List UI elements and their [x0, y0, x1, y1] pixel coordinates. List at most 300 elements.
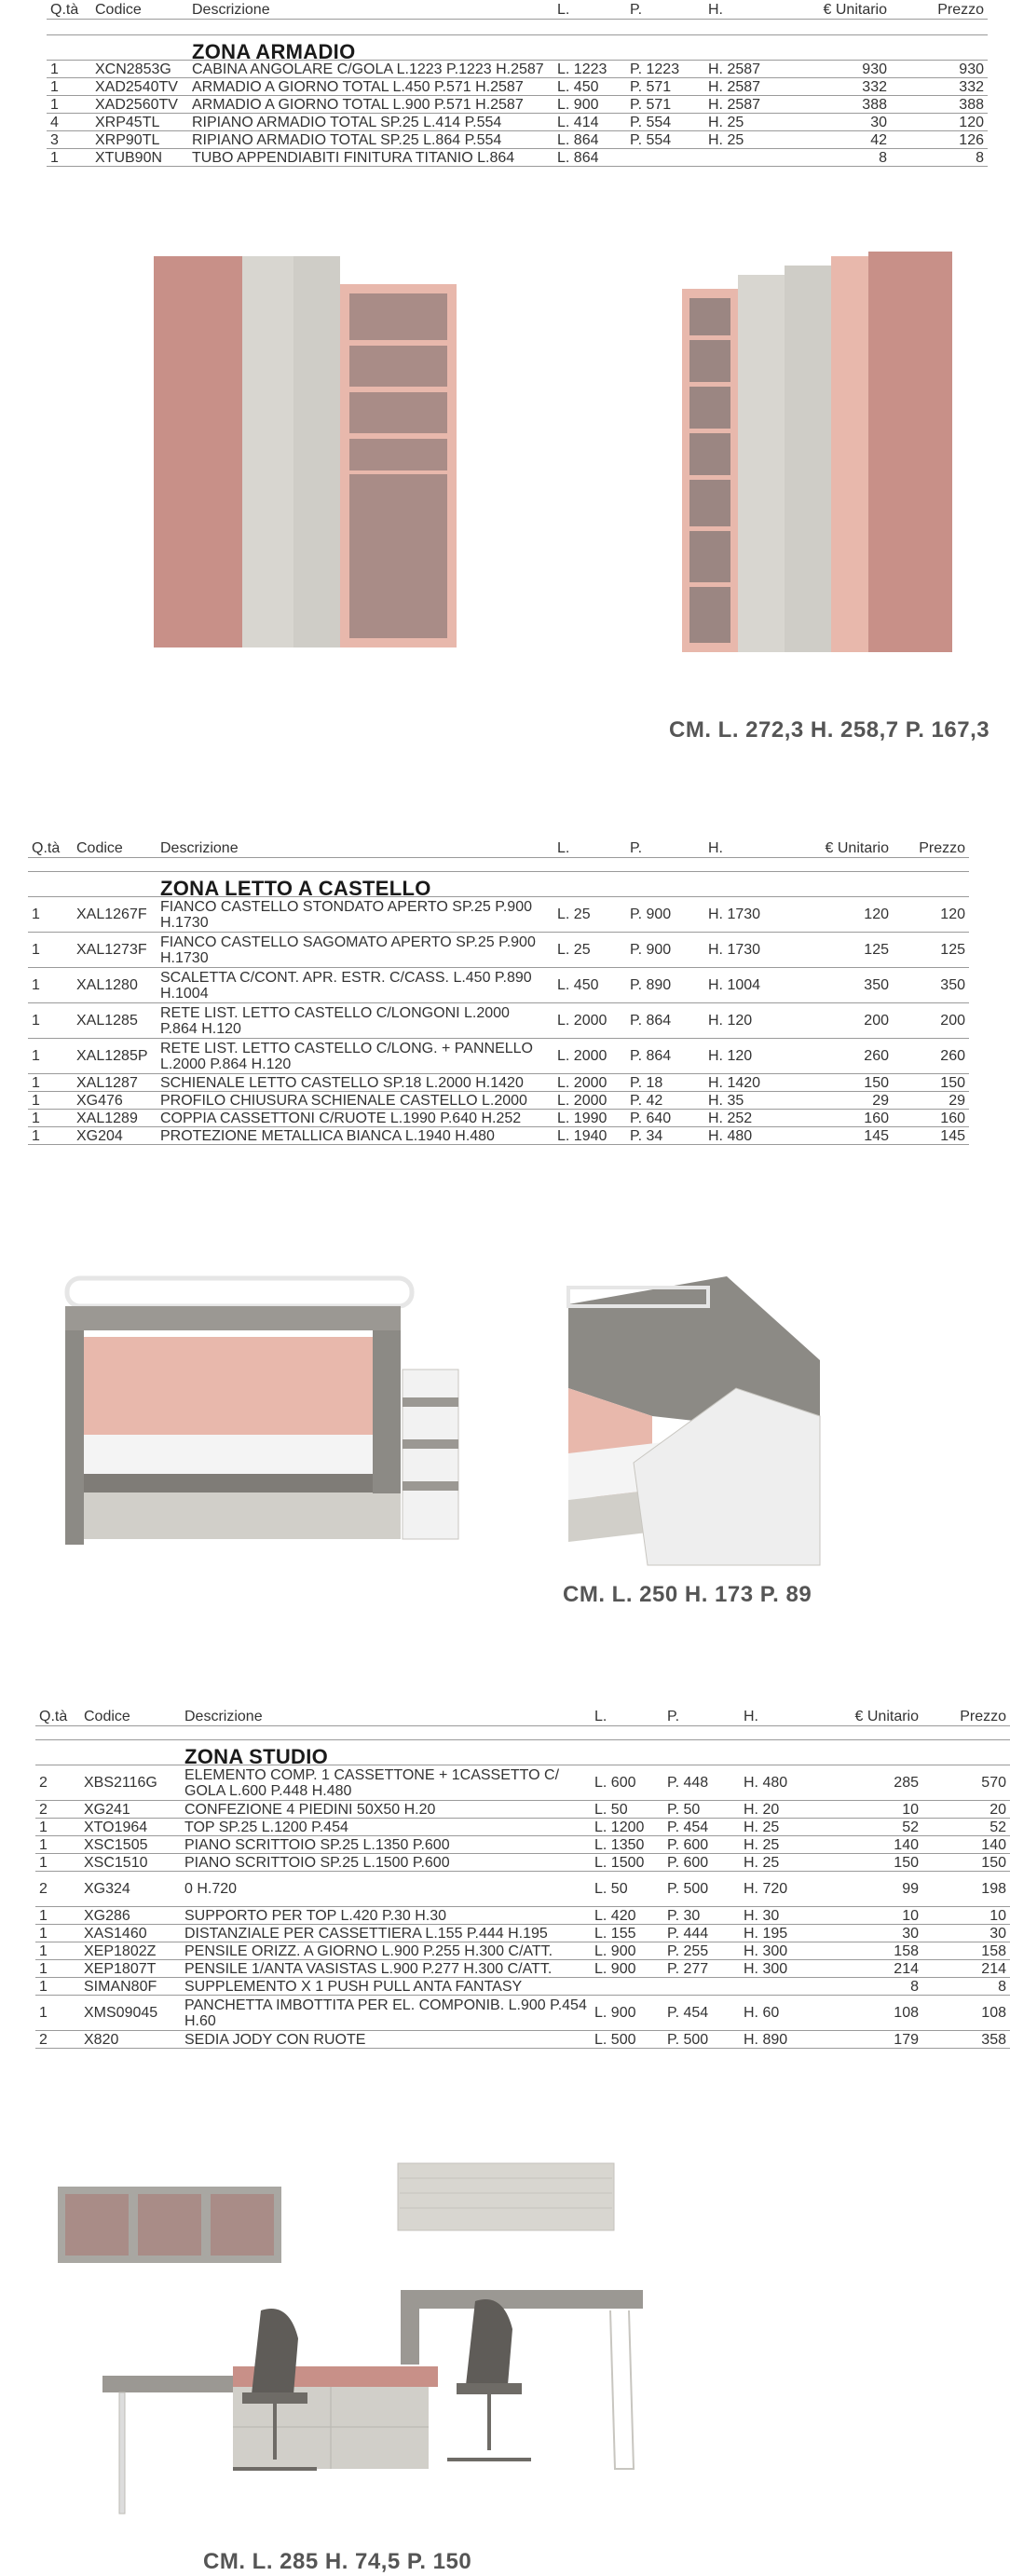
cell-code: XG286 [80, 1907, 181, 1925]
cell-h: H. 890 [740, 2031, 829, 2049]
cell-l: L. 1990 [553, 1110, 626, 1127]
table-row [47, 61, 988, 78]
col-unit: € Unitario [794, 838, 893, 858]
cell-l: L. 864 [553, 149, 626, 167]
table-row [47, 78, 988, 96]
cell-h [740, 1978, 829, 1996]
zone-row [28, 872, 969, 897]
cell-p: P. 454 [663, 1996, 740, 2031]
cell-code: XTO1964 [80, 1819, 181, 1836]
cell-code: XMS09045 [80, 1996, 181, 2031]
cell-unit: 52 [829, 1819, 922, 1836]
cell-desc: ARMADIO A GIORNO TOTAL L.900 P.571 H.2587 [188, 96, 553, 114]
zone-title-castello: ZONA LETTO A CASTELLO [157, 872, 969, 897]
cell-price: 125 [893, 933, 969, 968]
cell-p: P. 30 [663, 1907, 740, 1925]
door-panel [785, 266, 831, 652]
cell-desc: PROTEZIONE METALLICA BIANCA L.1940 H.480 [157, 1127, 553, 1145]
cell-unit: 99 [829, 1872, 922, 1907]
cell-code: XAL1267F [73, 897, 157, 933]
cell-code: XAL1273F [73, 933, 157, 968]
cell-p: P. 900 [626, 897, 704, 933]
table-row [47, 131, 988, 149]
cell-h: H. 1420 [704, 1074, 794, 1092]
cell-desc: PIANO SCRITTOIO SP.25 L.1350 P.600 [181, 1836, 591, 1854]
cell-h: H. 25 [740, 1854, 829, 1872]
col-code: Codice [80, 1707, 181, 1726]
cell-p: P. 640 [626, 1110, 704, 1127]
table-row [35, 1960, 1010, 1978]
cell-h: H. 300 [740, 1942, 829, 1960]
cell-l: L. 1940 [553, 1127, 626, 1145]
cell-h: H. 60 [740, 1996, 829, 2031]
cell-unit: 150 [829, 1854, 922, 1872]
drawers [84, 1492, 401, 1539]
cell-code: XG204 [73, 1127, 157, 1145]
cell-price: 388 [891, 96, 988, 114]
cell-l: L. 1200 [591, 1819, 663, 1836]
castello-image-front [47, 1267, 466, 1574]
cell-desc: ARMADIO A GIORNO TOTAL L.450 P.571 H.2587 [188, 78, 553, 96]
armadio-header-row [47, 0, 988, 20]
cell-l: L. 25 [553, 897, 626, 933]
cell-q: 1 [35, 1819, 80, 1836]
col-desc: Descrizione [157, 838, 553, 858]
cell-p: P. 18 [626, 1074, 704, 1092]
cell-price: 570 [922, 1765, 1010, 1801]
cell-p: P. 554 [626, 131, 704, 149]
side-panel [154, 256, 242, 647]
cell-desc: FIANCO CASTELLO STONDATO APERTO SP.25 P.900 H.1730 [157, 897, 553, 933]
armadio-image-front [140, 233, 494, 671]
cell-price: 214 [922, 1960, 1010, 1978]
table-row [28, 1003, 969, 1039]
cell-desc: SUPPORTO PER TOP L.420 P.30 H.30 [181, 1907, 591, 1925]
cell-p: P. 1223 [626, 61, 704, 78]
shelving-inside [689, 298, 730, 643]
cell-q: 1 [28, 1110, 73, 1127]
door-panel [738, 275, 785, 652]
table-row [28, 1092, 969, 1110]
cell-code: XAD2560TV [91, 96, 188, 114]
table-row [47, 149, 988, 167]
cell-code: XSC1510 [80, 1854, 181, 1872]
cell-p: P. 600 [663, 1854, 740, 1872]
cell-q: 1 [35, 1836, 80, 1854]
cell-desc: RIPIANO ARMADIO TOTAL SP.25 L.414 P.554 [188, 114, 553, 131]
cell-h: H. 1730 [704, 933, 794, 968]
cell-price: 350 [893, 968, 969, 1003]
cell-q: 1 [47, 149, 91, 167]
cell-h: H. 720 [740, 1872, 829, 1907]
cell-q: 3 [47, 131, 91, 149]
table-row [28, 1110, 969, 1127]
cell-h: H. 252 [704, 1110, 794, 1127]
cell-price: 108 [922, 1996, 1010, 2031]
cell-unit: 140 [829, 1836, 922, 1854]
cell-l: L. 414 [553, 114, 626, 131]
cell-code: XSC1505 [80, 1836, 181, 1854]
cell-h: H. 25 [740, 1819, 829, 1836]
cell-l: L. 1500 [591, 1854, 663, 1872]
cell-desc: CONFEZIONE 4 PIEDINI 50X50 H.20 [181, 1801, 591, 1819]
cell-p: P. 34 [626, 1127, 704, 1145]
studio-dimensions: CM. L. 285 H. 74,5 P. 150 [203, 2549, 472, 2574]
chair [252, 2309, 298, 2394]
bed-frame [84, 1474, 382, 1492]
cell-l [591, 1978, 663, 1996]
cell-unit: 29 [794, 1092, 893, 1110]
col-qty: Q.tà [47, 0, 91, 20]
cell-l: L. 900 [591, 1960, 663, 1978]
cell-h: H. 300 [740, 1960, 829, 1978]
cell-unit: 158 [829, 1942, 922, 1960]
table-row [28, 968, 969, 1003]
cell-price: 200 [893, 1003, 969, 1039]
castello-dimensions: CM. L. 250 H. 173 P. 89 [563, 1582, 812, 1607]
cell-code: XCN2853G [91, 61, 188, 78]
cell-desc: DISTANZIALE PER CASSETTIERA L.155 P.444 H.195 [181, 1925, 591, 1942]
table-row [35, 1765, 1010, 1801]
cell-code: XBS2116G [80, 1765, 181, 1801]
cell-p [626, 149, 704, 167]
cell-p: P. 900 [626, 933, 704, 968]
table-row [28, 1127, 969, 1145]
zone-row [35, 1740, 1010, 1765]
desk-leg [119, 2392, 125, 2514]
cell-desc: 0 H.720 [181, 1872, 591, 1907]
wall-cabinet [398, 2163, 614, 2230]
cell-price: 150 [893, 1074, 969, 1092]
cell-unit: 160 [794, 1110, 893, 1127]
side-panel [868, 252, 952, 652]
cell-desc: FIANCO CASTELLO SAGOMATO APERTO SP.25 P.900 H.1730 [157, 933, 553, 968]
cell-code: SIMAN80F [80, 1978, 181, 1996]
col-p: P. [626, 838, 704, 858]
top-bed [65, 1306, 401, 1330]
cell-unit: 42 [786, 131, 891, 149]
cell-q: 1 [28, 968, 73, 1003]
cell-price: 332 [891, 78, 988, 96]
cell-p: P. 277 [663, 1960, 740, 1978]
cell-l: L. 900 [591, 1996, 663, 2031]
table-row [35, 2031, 1010, 2049]
cell-h: H. 2587 [704, 61, 786, 78]
cell-h: H. 20 [740, 1801, 829, 1819]
cell-h: H. 1004 [704, 968, 794, 1003]
table-row [47, 114, 988, 131]
cell-price: 260 [893, 1039, 969, 1074]
cell-unit: 285 [829, 1765, 922, 1801]
table-row [35, 1925, 1010, 1942]
table-row [47, 96, 988, 114]
table-row [35, 1942, 1010, 1960]
cell-unit: 108 [829, 1996, 922, 2031]
cell-desc: SCHIENALE LETTO CASTELLO SP.18 L.2000 H.1420 [157, 1074, 553, 1092]
cell-l: L. 900 [553, 96, 626, 114]
cell-l: L. 450 [553, 968, 626, 1003]
cell-q: 1 [47, 78, 91, 96]
cell-q: 1 [28, 897, 73, 933]
castello-image-side [559, 1276, 829, 1574]
desk-top [401, 2290, 643, 2309]
cell-desc: CABINA ANGOLARE C/GOLA L.1223 P.1223 H.2587 [188, 61, 553, 78]
cell-p [663, 1978, 740, 1996]
cell-unit: 8 [829, 1978, 922, 1996]
cell-price: 930 [891, 61, 988, 78]
table-row [35, 1819, 1010, 1836]
cell-l: L. 2000 [553, 1074, 626, 1092]
cell-code: XRP45TL [91, 114, 188, 131]
cell-q: 1 [47, 96, 91, 114]
cell-code: X820 [80, 2031, 181, 2049]
cell-price: 120 [891, 114, 988, 131]
cell-desc: SEDIA JODY CON RUOTE [181, 2031, 591, 2049]
cell-h: H. 120 [704, 1003, 794, 1039]
safety-rail [67, 1278, 412, 1306]
table-row [35, 1978, 1010, 1996]
cell-price: 358 [922, 2031, 1010, 2049]
table-row [28, 1074, 969, 1092]
cell-price: 10 [922, 1907, 1010, 1925]
cell-p: P. 571 [626, 78, 704, 96]
cell-unit: 125 [794, 933, 893, 968]
zone-title-studio: ZONA STUDIO [181, 1740, 1010, 1765]
cell-price: 52 [922, 1819, 1010, 1836]
cell-p: P. 255 [663, 1942, 740, 1960]
table-row [28, 933, 969, 968]
cell-price: 120 [893, 897, 969, 933]
col-price: Prezzo [891, 0, 988, 20]
cell-code: XAL1289 [73, 1110, 157, 1127]
cell-code: XAL1280 [73, 968, 157, 1003]
cell-unit: 10 [829, 1801, 922, 1819]
open-shelves [831, 256, 868, 652]
col-h: H. [704, 0, 786, 20]
cell-l: L. 600 [591, 1765, 663, 1801]
cell-desc: PIANO SCRITTOIO SP.25 L.1500 P.600 [181, 1854, 591, 1872]
col-code: Codice [73, 838, 157, 858]
cell-p: P. 50 [663, 1801, 740, 1819]
cell-code: XAS1460 [80, 1925, 181, 1942]
armadio-image-side [671, 233, 969, 671]
studio-header-row [35, 1707, 1010, 1726]
cell-q: 2 [35, 1765, 80, 1801]
cell-q: 1 [47, 61, 91, 78]
cell-q: 2 [35, 1801, 80, 1819]
armadio-table [47, 0, 988, 167]
studio-cabinet-image [396, 2161, 620, 2236]
cell-h: H. 1730 [704, 897, 794, 933]
cell-p: P. 454 [663, 1819, 740, 1836]
col-l: L. [553, 0, 626, 20]
cell-q: 1 [28, 1092, 73, 1110]
table-row [28, 1039, 969, 1074]
cell-p: P. 42 [626, 1092, 704, 1110]
cell-price: 160 [893, 1110, 969, 1127]
col-desc: Descrizione [181, 1707, 591, 1726]
cell-price: 145 [893, 1127, 969, 1145]
cell-desc: PENSILE ORIZZ. A GIORNO L.900 P.255 H.300 C/ATT. [181, 1942, 591, 1960]
cell-desc: COPPIA CASSETTONI C/RUOTE L.1990 P.640 H.252 [157, 1110, 553, 1127]
table-row [35, 1907, 1010, 1925]
cell-unit: 30 [829, 1925, 922, 1942]
cell-unit: 145 [794, 1127, 893, 1145]
cell-p: P. 500 [663, 1872, 740, 1907]
cell-price: 8 [891, 149, 988, 167]
table-row [35, 1854, 1010, 1872]
cell-unit: 30 [786, 114, 891, 131]
cell-q: 1 [28, 1039, 73, 1074]
cell-h: H. 30 [740, 1907, 829, 1925]
cell-p: P. 864 [626, 1039, 704, 1074]
cell-l: L. 2000 [553, 1003, 626, 1039]
cell-unit: 930 [786, 61, 891, 78]
bed-side [373, 1330, 401, 1493]
chair [466, 2299, 512, 2385]
armadio-dimensions: CM. L. 272,3 H. 258,7 P. 167,3 [669, 717, 990, 743]
col-p: P. [626, 0, 704, 20]
cell-desc: RIPIANO ARMADIO TOTAL SP.25 L.864 P.554 [188, 131, 553, 149]
door-panel [242, 256, 293, 647]
cell-q: 1 [28, 1127, 73, 1145]
cell-code: XAL1287 [73, 1074, 157, 1092]
cell-h: H. 2587 [704, 78, 786, 96]
cell-p: P. 448 [663, 1765, 740, 1801]
cell-q: 2 [35, 2031, 80, 2049]
col-price: Prezzo [922, 1707, 1010, 1726]
cell-unit: 388 [786, 96, 891, 114]
table-row [35, 1801, 1010, 1819]
cell-l: L. 155 [591, 1925, 663, 1942]
col-unit: € Unitario [829, 1707, 922, 1726]
cell-price: 140 [922, 1836, 1010, 1854]
cell-h: H. 2587 [704, 96, 786, 114]
cell-code: XAD2540TV [91, 78, 188, 96]
door-panel [293, 256, 340, 647]
cell-h: H. 480 [740, 1765, 829, 1801]
zone-title-armadio: ZONA ARMADIO [188, 35, 988, 61]
cell-q: 1 [35, 1978, 80, 1996]
cell-p: P. 554 [626, 114, 704, 131]
cell-l: L. 500 [591, 2031, 663, 2049]
cell-h: H. 25 [740, 1836, 829, 1854]
studio-shelf-image [56, 2185, 289, 2269]
cell-desc: TOP SP.25 L.1200 P.454 [181, 1819, 591, 1836]
cell-code: XAL1285 [73, 1003, 157, 1039]
mattress [84, 1435, 382, 1474]
cell-q: 1 [35, 1925, 80, 1942]
cell-q: 1 [35, 1996, 80, 2031]
cell-h: H. 25 [704, 114, 786, 131]
col-l: L. [553, 838, 626, 858]
studio-table [35, 1707, 1010, 2049]
cell-q: 2 [35, 1872, 80, 1907]
col-h: H. [740, 1707, 829, 1726]
table-row [35, 1996, 1010, 2031]
cell-l: L. 1223 [553, 61, 626, 78]
cell-unit: 332 [786, 78, 891, 96]
cell-h: H. 120 [704, 1039, 794, 1074]
cell-code: XG241 [80, 1801, 181, 1819]
cell-price: 29 [893, 1092, 969, 1110]
cell-p: P. 890 [626, 968, 704, 1003]
cell-price: 20 [922, 1801, 1010, 1819]
cell-h: H. 195 [740, 1925, 829, 1942]
cell-p: P. 571 [626, 96, 704, 114]
studio-desk-image [93, 2283, 652, 2543]
cell-q: 1 [28, 1074, 73, 1092]
cell-l: L. 25 [553, 933, 626, 968]
cell-unit: 214 [829, 1960, 922, 1978]
cell-code: XAL1285P [73, 1039, 157, 1074]
table-row [35, 1872, 1010, 1907]
cell-l: L. 2000 [553, 1039, 626, 1074]
cell-unit: 10 [829, 1907, 922, 1925]
col-l: L. [591, 1707, 663, 1726]
cell-code: XRP90TL [91, 131, 188, 149]
cell-l: L. 450 [553, 78, 626, 96]
table-row [35, 1836, 1010, 1854]
cell-unit: 8 [786, 149, 891, 167]
cell-desc: RETE LIST. LETTO CASTELLO C/LONG. + PANNELLO L.2000 P.864 H.120 [157, 1039, 553, 1074]
cell-l: L. 420 [591, 1907, 663, 1925]
cell-desc: RETE LIST. LETTO CASTELLO C/LONGONI L.2000 P.864 H.120 [157, 1003, 553, 1039]
col-desc: Descrizione [188, 0, 553, 20]
cell-desc: PANCHETTA IMBOTTITA PER EL. COMPONIB. L.900 P.454 H.60 [181, 1996, 591, 2031]
col-code: Codice [91, 0, 188, 20]
cell-q: 1 [35, 1854, 80, 1872]
cell-unit: 179 [829, 2031, 922, 2049]
cell-p: P. 600 [663, 1836, 740, 1854]
cell-h: H. 25 [704, 131, 786, 149]
cell-q: 4 [47, 114, 91, 131]
castello-table [28, 838, 969, 1145]
cell-code: XEP1807T [80, 1960, 181, 1978]
cell-l: L. 50 [591, 1801, 663, 1819]
cell-l: L. 864 [553, 131, 626, 149]
cell-desc: TUBO APPENDIABITI FINITURA TITANIO L.864 [188, 149, 553, 167]
cell-unit: 260 [794, 1039, 893, 1074]
cell-price: 8 [922, 1978, 1010, 1996]
cell-h: H. 35 [704, 1092, 794, 1110]
cell-p: P. 500 [663, 2031, 740, 2049]
col-h: H. [704, 838, 794, 858]
cell-code: XG324 [80, 1872, 181, 1907]
cell-desc: SCALETTA C/CONT. APR. ESTR. C/CASS. L.450 P.890 H.1004 [157, 968, 553, 1003]
cell-desc: SUPPLEMENTO X 1 PUSH PULL ANTA FANTASY [181, 1978, 591, 1996]
cell-code: XG476 [73, 1092, 157, 1110]
cell-p: P. 444 [663, 1925, 740, 1942]
cell-q: 1 [35, 1907, 80, 1925]
cell-code: XEP1802Z [80, 1942, 181, 1960]
cell-q: 1 [35, 1960, 80, 1978]
cell-h: H. 480 [704, 1127, 794, 1145]
cell-code: XTUB90N [91, 149, 188, 167]
cell-unit: 200 [794, 1003, 893, 1039]
col-p: P. [663, 1707, 740, 1726]
cell-price: 126 [891, 131, 988, 149]
cell-unit: 150 [794, 1074, 893, 1092]
cell-l: L. 900 [591, 1942, 663, 1960]
cell-q: 1 [28, 933, 73, 968]
castello-header-row [28, 838, 969, 858]
zone-row [47, 35, 988, 61]
cell-desc: ELEMENTO COMP. 1 CASSETTONE + 1CASSETTO C/ GOLA L.600 P.448 H.480 [181, 1765, 591, 1801]
table-row [28, 897, 969, 933]
ladder [403, 1370, 458, 1539]
cell-price: 158 [922, 1942, 1010, 1960]
